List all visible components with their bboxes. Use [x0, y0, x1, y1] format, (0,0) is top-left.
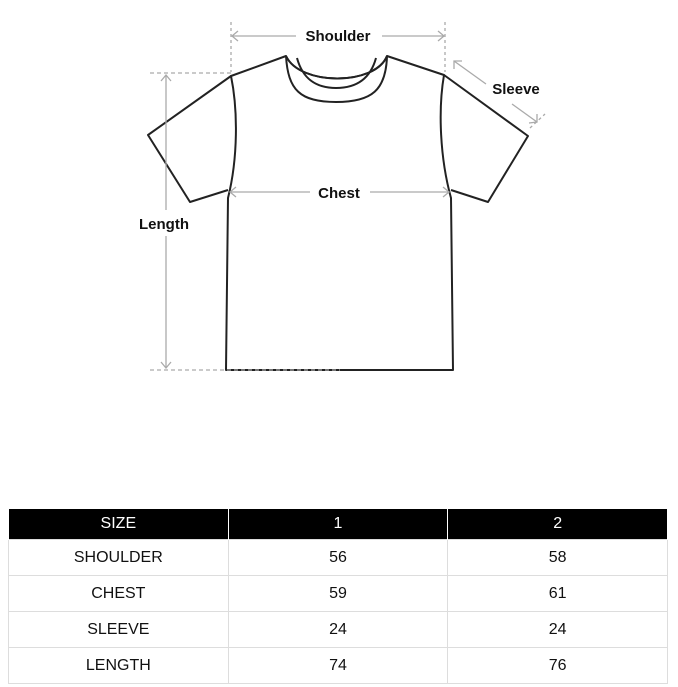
table-row-length: [9, 648, 668, 684]
cell-length-size-2: 76: [448, 648, 668, 684]
row-label-shoulder: SHOULDER: [9, 540, 229, 576]
cell-shoulder-size-2: 58: [448, 540, 668, 576]
shoulder-label: Shoulder: [305, 28, 371, 45]
table-header-row: [9, 509, 668, 540]
header-size-2: 2: [448, 509, 668, 540]
row-label-length: LENGTH: [9, 648, 229, 684]
size-chart-table: [8, 509, 668, 684]
tshirt-body: [226, 56, 453, 370]
cell-sleeve-size-2: 24: [448, 612, 668, 648]
header-size: SIZE: [9, 509, 229, 540]
header-size-1: 1: [228, 509, 448, 540]
cell-shoulder-size-1: 56: [228, 540, 448, 576]
tshirt-outline: [148, 56, 528, 370]
table-row-shoulder: [9, 540, 668, 576]
sleeve-label: Sleeve: [492, 81, 540, 98]
cell-chest-size-1: 59: [228, 576, 448, 612]
cell-sleeve-size-1: 24: [228, 612, 448, 648]
table-row-chest: [9, 576, 668, 612]
table-row-sleeve: [9, 612, 668, 648]
cell-length-size-1: 74: [228, 648, 448, 684]
sleeve-line-upper: [454, 61, 486, 84]
left-sleeve: [148, 76, 231, 202]
chest-label: Chest: [318, 185, 360, 202]
row-label-chest: CHEST: [9, 576, 229, 612]
sleeve-line-lower: [512, 104, 537, 122]
row-label-sleeve: SLEEVE: [9, 612, 229, 648]
cell-chest-size-2: 61: [448, 576, 668, 612]
length-label: Length: [139, 216, 189, 233]
